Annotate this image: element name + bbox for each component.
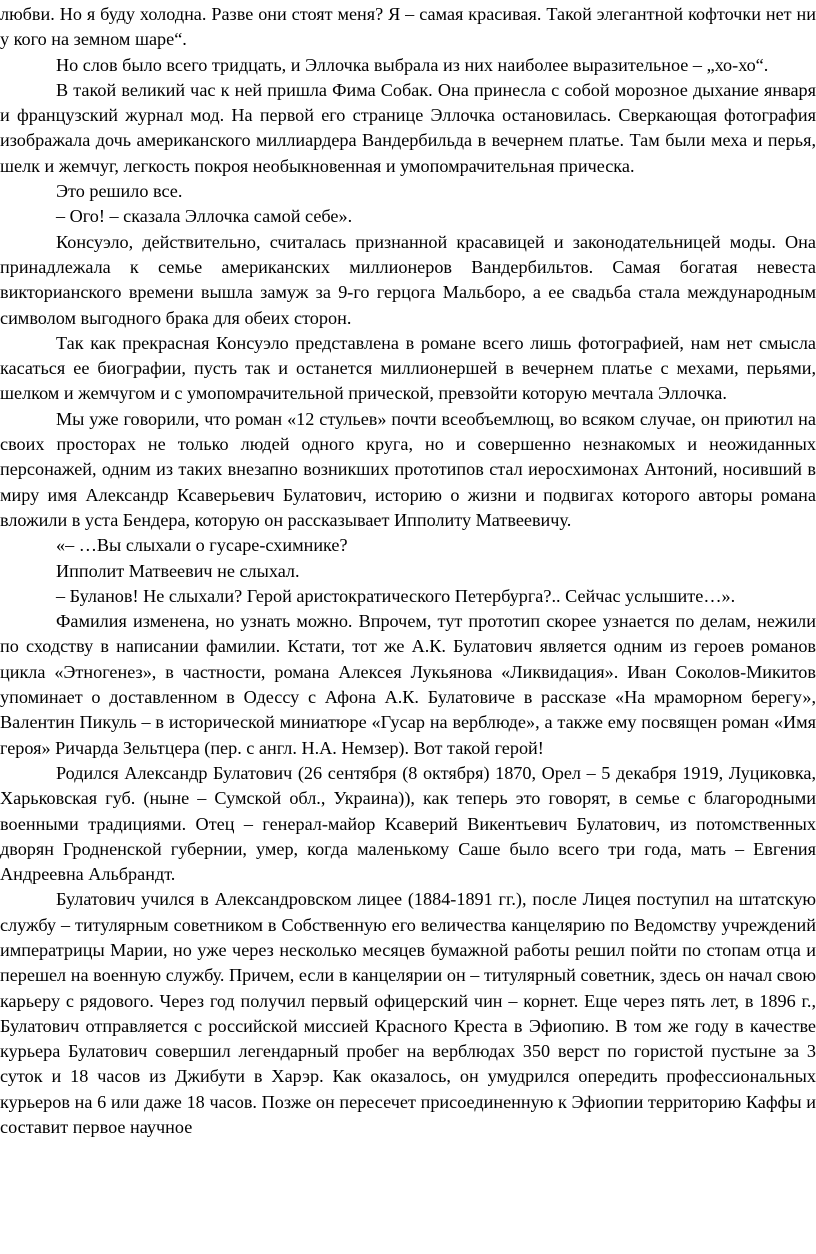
- paragraph: Фамилия изменена, но узнать можно. Впрочем, тут прототип скорее узнается по делам, нежили по сходству в написании фамилии. Кстати, тот же А.К. Булатович является одним из героев романов цикла «Этногенез», в частности, романа Алексея Лукьянова «Ликвидация». Иван Соколов-Микитов упоминает о доставленном в Одессу с Афона А.К. Булатовиче в рассказе «На мраморном берегу», Валентин Пикуль – в исторической миниатюре «Гусар на верблюде», а также ему посвящен роман «Имя героя» Ричарда Зельтцера (пер. с англ. Н.А. Немзер). Вот такой герой!: [0, 611, 816, 758]
- paragraph: Родился Александр Булатович (26 сентября (8 октября) 1870, Орел – 5 декабря 1919, Луциковка, Харьковская губ. (ныне – Сумской обл., Украина)), как теперь это говорят, в семье с благородными военными традициями. Отец – генерал-майор Ксаверий Викентьевич Булатович, из потомственных дворян Гродненской губернии, умер, когда маленькому Саше было всего три года, мать – Евгения Андреевна Альбрандт.: [0, 762, 816, 885]
- paragraph-continuation: любви. Но я буду холодна. Разве они стоят меня? Я – самая красивая. Такой элегантной кофточки нет ни у кого на земном шаре“.: [0, 4, 816, 50]
- paragraph: – Ого! – сказала Эллочка самой себе».: [56, 206, 353, 227]
- paragraph: Булатович учился в Александровском лицее (1884-1891 гг.), после Лицея поступил на штатскую службу – титулярным советником в Собственную его величества канцелярию по Ведомству учреждений императрицы Марии, но уже через несколько месяцев бумажной работы решил пойти по стопам отца и перешел на военную службу. Причем, если в канцелярии он – титулярный советник, здесь он начал свою карьеру с рядового. Через год получил первый офицерский чин – корнет. Еще через пять лет, в 1896 г., Булатович отправляется с российской миссией Красного Креста в Эфиопию. В том же году в качестве курьера Булатович совершил легендарный пробег на верблюдах 350 верст по гористой пустыне за 3 суток и 18 часов из Джибути в Харэр. Как оказалось, он умудрился опередить профессиональных курьеров на 6 или даже 18 часов. Позже он пересечет присоединенную к Эфиопии территорию Каффы и составит первое научное: [0, 889, 816, 1138]
- paragraph: «– …Вы слыхали о гусаре-схимнике?: [56, 535, 348, 556]
- paragraph: Так как прекрасная Консуэло представлена в романе всего лишь фотографией, нам нет смысла касаться ее биографии, пусть так и останется миллионершей в вечернем платье с мехами, перьями, шелком и жемчугом и с умопомрачительной прической, превзойти которую мечтала Эллочка.: [0, 332, 816, 404]
- paragraph: Консуэло, действительно, считалась признанной красавицей и законодательницей моды. Она принадлежала к семье американских миллионеров Вандербильтов. Самая богатая невеста викторианского времени вышла замуж за 9-го герцога Мальборо, а ее свадьба стала международным символом выгодного брака для обеих сторон.: [0, 231, 816, 328]
- paragraph: Но слов было всего тридцать, и Эллочка выбрала из них наиболее выразительное – „хо-хо“.: [56, 54, 769, 75]
- paragraph: Это решило все.: [56, 181, 183, 202]
- paragraph: – Буланов! Не слыхали? Герой аристократического Петербурга?.. Сейчас услышите…».: [56, 585, 736, 606]
- paragraph: Мы уже говорили, что роман «12 стульев» почти всеобъемлющ, во всяком случае, он приютил на своих просторах не только людей одного круга, но и совершенно незнакомых и неожиданных персонажей, одним из таких внезапно возникших прототипов стал иеросхимонах Антоний, носивший в миру имя Александр Ксаверьевич Булатович, историю о жизни и подвигах которого авторы романа вложили в уста Бендера, которую он рассказывает Ипполиту Матвеевичу.: [0, 408, 816, 530]
- paragraph: Ипполит Матвеевич не слыхал.: [56, 560, 300, 581]
- paragraph: В такой великий час к ней пришла Фима Собак. Она принесла с собой морозное дыхание января и французский журнал мод. На первой его странице Эллочка остановилась. Сверкающая фотография изображала дочь американского миллиардера Вандербильда в вечернем платье. Там были меха и перья, шелк и жемчуг, легкость покроя необыкновенная и умопомрачительная прическа.: [0, 79, 816, 176]
